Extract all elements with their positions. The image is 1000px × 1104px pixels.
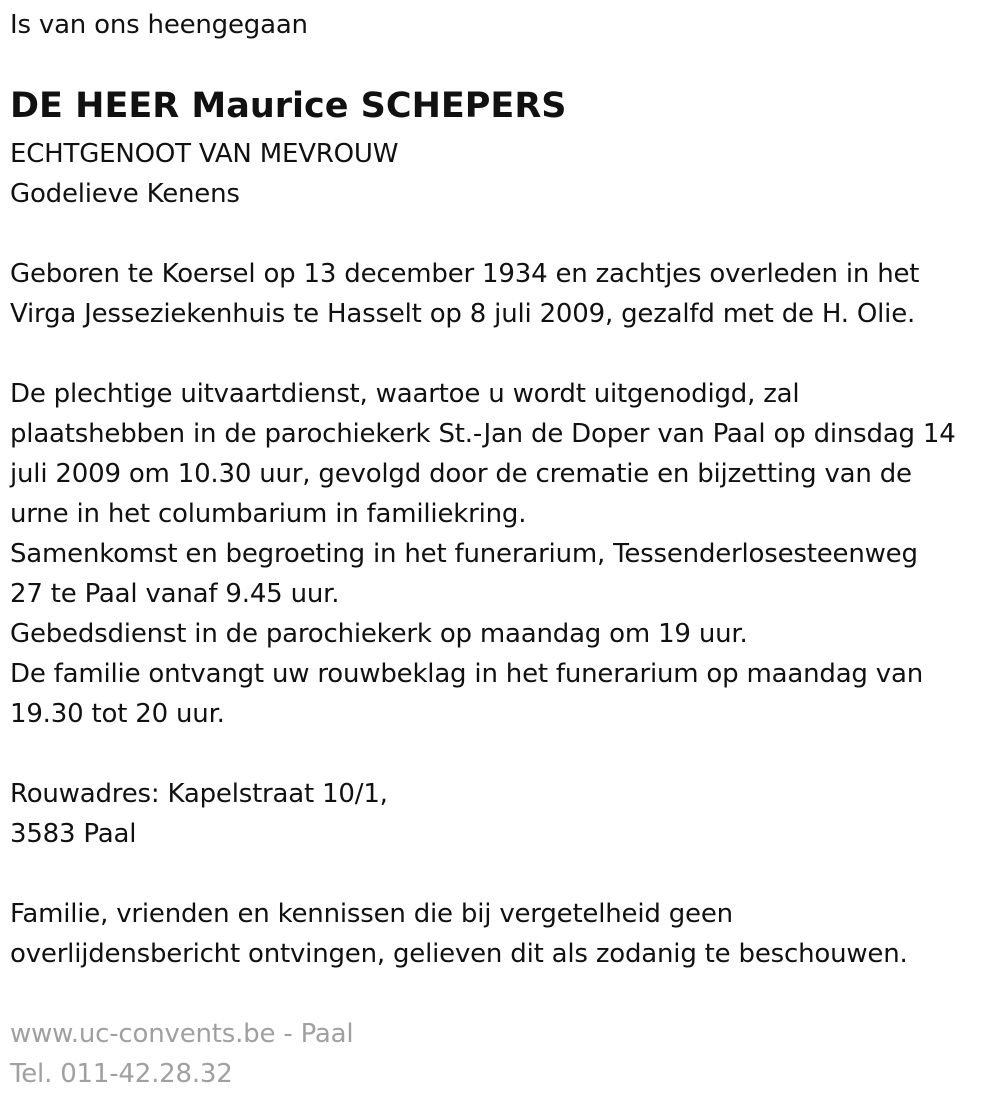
- paragraph-line: plaatshebben in de parochiekerk St.-Jan de Doper van Paal op dinsdag 14: [10, 419, 956, 449]
- notice-paragraph: [10, 894, 908, 974]
- paragraph-line: 19.30 tot 20 uur.: [10, 699, 225, 729]
- paragraph-line: Familie, vrienden en kennissen die bij vergetelheid geen: [10, 899, 733, 929]
- intro-text: Is van ons heengegaan: [10, 10, 308, 40]
- footer: [10, 1014, 353, 1094]
- address-city: 3583 Paal: [10, 819, 137, 849]
- footer-phone: Tel. 011-42.28.32: [10, 1059, 233, 1089]
- paragraph-line: Virga Jesseziekenhuis te Hasselt op 8 juli 2009, gezalfd met de H. Olie.: [10, 299, 916, 329]
- paragraph-line: De plechtige uitvaartdienst, waartoe u wordt uitgenodigd, zal: [10, 379, 800, 409]
- service-paragraph: [10, 374, 956, 734]
- paragraph-line: juli 2009 om 10.30 uur, gevolgd door de crematie en bijzetting van de: [10, 459, 912, 489]
- paragraph-line: Samenkomst en begroeting in het funerarium, Tessenderlosesteenweg: [10, 539, 918, 569]
- paragraph-line: 27 te Paal vanaf 9.45 uur.: [10, 579, 340, 609]
- spouse-name: Godelieve Kenens: [10, 179, 240, 209]
- spouse-title: ECHTGENOOT VAN MEVROUW: [10, 139, 399, 169]
- deceased-name: DE HEER Maurice SCHEPERS: [10, 86, 567, 126]
- mourning-address: [10, 774, 388, 854]
- paragraph-line: De familie ontvangt uw rouwbeklag in het funerarium op maandag van: [10, 659, 923, 689]
- birth-death-paragraph: [10, 254, 919, 334]
- address-street: Rouwadres: Kapelstraat 10/1,: [10, 779, 388, 809]
- spouse-block: [10, 134, 398, 214]
- paragraph-line: Geboren te Koersel op 13 december 1934 en zachtjes overleden in het: [10, 259, 920, 289]
- footer-website: www.uc-convents.be - Paal: [10, 1019, 354, 1049]
- paragraph-line: urne in het columbarium in familiekring.: [10, 499, 527, 529]
- paragraph-line: overlijdensbericht ontvingen, gelieven dit als zodanig te beschouwen.: [10, 939, 908, 969]
- paragraph-line: Gebedsdienst in de parochiekerk op maandag om 19 uur.: [10, 619, 748, 649]
